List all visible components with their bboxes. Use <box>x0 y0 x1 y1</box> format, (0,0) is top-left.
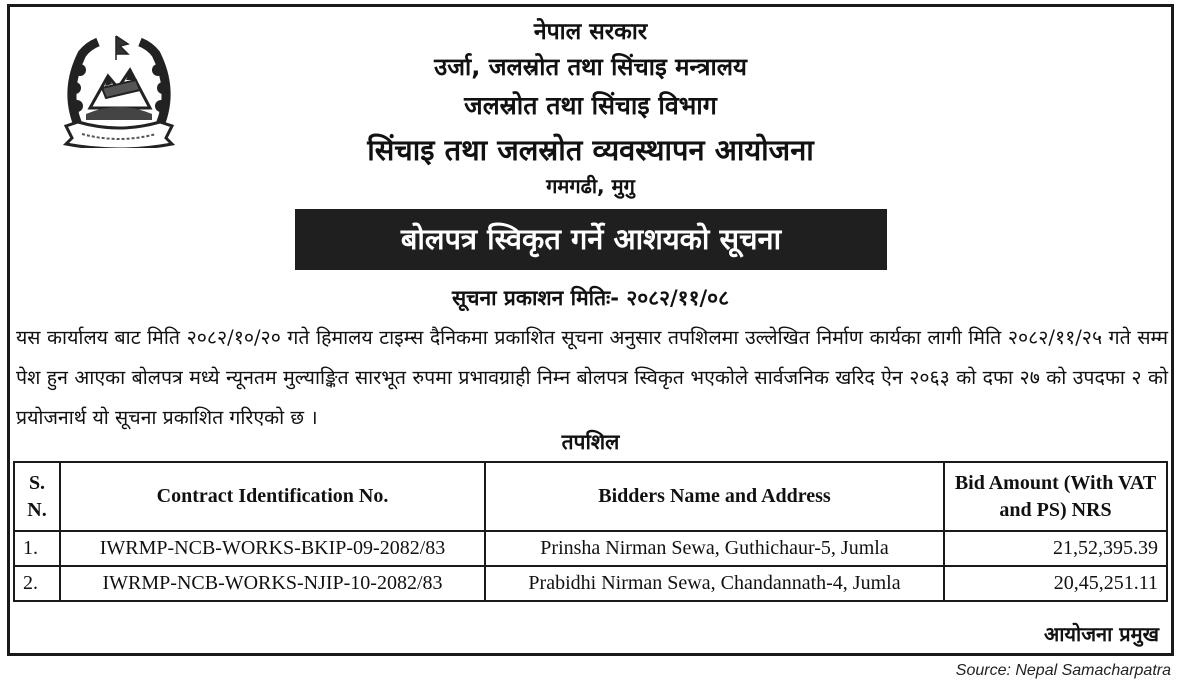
table-row <box>14 566 1167 601</box>
header-contract-id: Contract Identification No. <box>60 462 485 531</box>
header-sn: S. N. <box>14 462 60 531</box>
cell-sn: 1. <box>14 531 60 566</box>
cell-bid-amount: 20,45,251.11 <box>944 566 1167 601</box>
header-bid-amount: Bid Amount (With VAT and PS) NRS <box>944 462 1167 531</box>
notice-title-banner: बोलपत्र स्विकृत गर्ने आशयको सूचना <box>295 209 887 270</box>
org-line-ministry: उर्जा, जलस्रोत तथा सिंचाइ मन्त्रालय <box>434 53 747 81</box>
cell-sn: 2. <box>14 566 60 601</box>
org-line-location: गमगढी, मुगु <box>546 174 635 198</box>
cell-contract-id: IWRMP-NCB-WORKS-NJIP-10-2082/83 <box>60 566 485 601</box>
cell-contract-id: IWRMP-NCB-WORKS-BKIP-09-2082/83 <box>60 531 485 566</box>
cell-bidder: Prinsha Nirman Sewa, Guthichaur-5, Jumla <box>485 531 944 566</box>
org-line-department: जलस्रोत तथा सिंचाइ विभाग <box>464 91 717 120</box>
header-bidder: Bidders Name and Address <box>485 462 944 531</box>
org-line-government: नेपाल सरकार <box>533 19 648 45</box>
signoff-project-chief: आयोजना प्रमुख <box>1043 622 1159 646</box>
cell-bidder: Prabidhi Nirman Sewa, Chandannath-4, Jumla <box>485 566 944 601</box>
table-title: तपशिल <box>561 430 620 454</box>
org-line-project: सिंचाइ तथा जलस्रोत व्यवस्थापन आयोजना <box>367 133 814 167</box>
publication-date: सूचना प्रकाशन मितिः- २०८२/११/०८ <box>451 286 730 310</box>
table-header-row <box>14 462 1167 531</box>
notice-body: यस कार्यालय बाट मिति २०८२/१०/२० गते हिमालय टाइम्स दैनिकमा प्रकाशित सूचना अनुसार तपशिलमा उल्लेखित निर्माण कार्यका लागी मिति २०८२/११/२५ गते सम्म पेश हुन आएका बोलपत्र मध्ये न्यूनतम मुल्याङ्कित सारभूत रुपमा प्रभावग्राही निम्न बोलपत्र स्विकृत भएकोले सार्वजनिक खरिद ऐन २०६३ को दफा २७ को उपदफा २ को प्रयोजनार्थ यो सूचना प्रकाशित गरिएको छ । <box>16 326 1168 429</box>
source-credit: Source: Nepal Samacharpatra <box>955 662 1171 679</box>
bid-table <box>13 461 1168 602</box>
table-row <box>14 531 1167 566</box>
cell-bid-amount: 21,52,395.39 <box>944 531 1167 566</box>
